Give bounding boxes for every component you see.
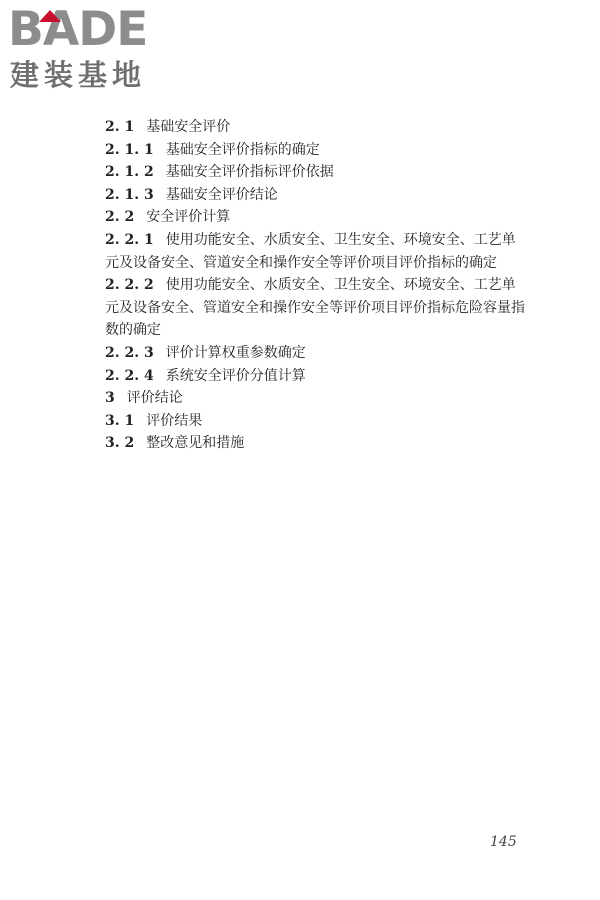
section-number: 3: [105, 390, 115, 407]
toc-entry: [105, 116, 525, 139]
section-title: 系统安全评价分值计算: [165, 367, 306, 384]
page-number: 145: [490, 834, 517, 850]
logo-red-triangle-icon: [39, 10, 61, 22]
section-number: 2. 2: [105, 209, 135, 226]
section-number: 2. 1. 1: [105, 141, 154, 158]
section-number: 2. 1. 2: [105, 164, 154, 181]
section-title: 基础安全评价指标评价依据: [165, 164, 334, 181]
toc-entry: [105, 387, 525, 410]
logo: [8, 4, 178, 96]
logo-chinese-name: 建装基地: [10, 58, 147, 92]
toc-entry: [105, 139, 525, 162]
toc-entry: [105, 365, 525, 388]
section-title: 使用功能安全、水质安全、卫生安全、环境安全、工艺单元及设备安全、管道安全和操作安全等评价项目评价指标危险容量指数的确定: [105, 277, 525, 339]
section-number: 3. 1: [105, 412, 135, 429]
section-title: 安全评价计算: [146, 209, 231, 226]
logo-wordmark: BADE: [8, 2, 148, 57]
toc-entry: [105, 432, 525, 455]
section-number: 2. 1. 3: [105, 186, 154, 203]
toc-entry: [105, 229, 525, 274]
section-number: 2. 2. 4: [105, 367, 154, 384]
section-title: 评价结果: [146, 412, 203, 429]
section-number: 2. 1: [105, 119, 135, 135]
section-title: 评价计算权重参数确定: [165, 344, 306, 361]
section-title: 基础安全评价: [146, 119, 231, 135]
section-title: 基础安全评价指标的确定: [165, 141, 320, 158]
section-number: 2. 2. 3: [105, 344, 154, 361]
toc-entry: [105, 206, 525, 229]
section-title: 评价结论: [126, 390, 183, 407]
toc-list: [105, 116, 525, 455]
toc-entry: [105, 184, 525, 207]
section-number: 2. 2. 1: [105, 231, 154, 248]
toc-entry: [105, 410, 525, 433]
section-title: 基础安全评价结论: [165, 186, 278, 203]
section-title: 使用功能安全、水质安全、卫生安全、环境安全、工艺单元及设备安全、管道安全和操作安全等评价项目评价指标的确定: [105, 231, 516, 271]
toc-entry: [105, 161, 525, 184]
toc-entry: [105, 342, 525, 365]
toc-entry: [105, 274, 525, 342]
section-number: 2. 2. 2: [105, 277, 154, 294]
section-number: 3. 2: [105, 435, 135, 452]
section-title: 整改意见和措施: [146, 435, 245, 452]
